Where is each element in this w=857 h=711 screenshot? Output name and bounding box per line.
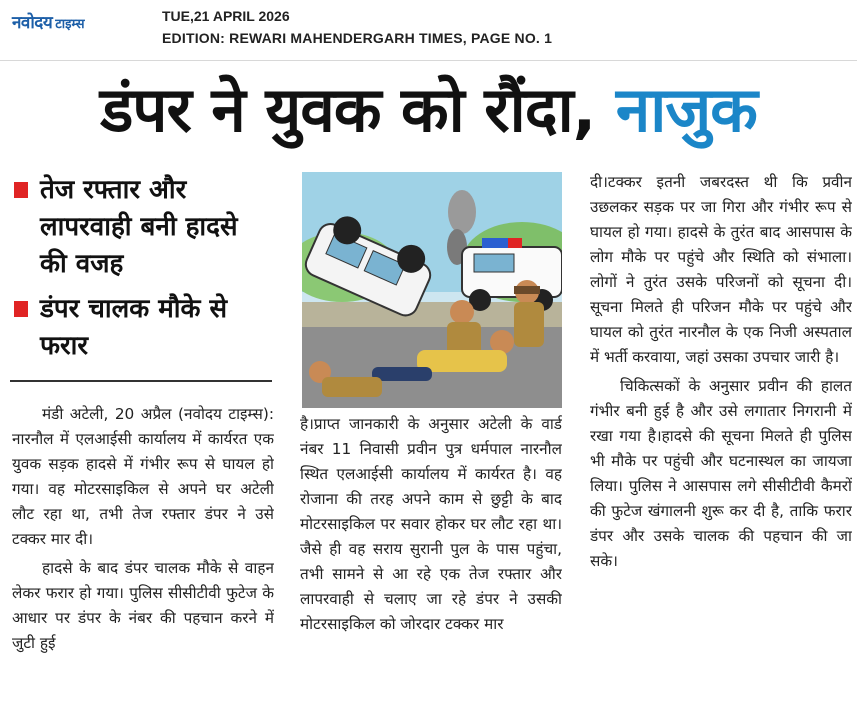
article-column-2	[300, 412, 562, 711]
accident-scene-illustration-icon	[302, 172, 562, 408]
highlights-box	[10, 172, 272, 373]
edition-info: EDITION: REWARI MAHENDERGARH TIMES, PAGE NO. 1	[162, 30, 553, 46]
headline-main: डंपर ने युवक को रौंदा,	[100, 73, 596, 146]
article-headline	[0, 70, 857, 150]
divider	[10, 380, 272, 382]
masthead	[0, 0, 857, 61]
highlight-item	[10, 291, 272, 365]
highlight-text: तेज रफ्तार और लापरवाही बनी हादसे की वजह	[40, 175, 238, 279]
paragraph: हादसे के बाद डंपर चालक मौके से वाहन लेकर फरार हो गया। पुलिस सीसीटीवी फुटेज के आधार पर डंपर के नंबर की पहचान करने में जुटी हुई	[12, 559, 274, 652]
article-column-3	[590, 170, 852, 711]
highlight-text: डंपर चालक मौके से फरार	[40, 294, 228, 361]
paragraph: मंडी अटेली, 20 अप्रैल (नवोदय टाइम्स): नारनौल में एलआईसी कार्यालय में कार्यरत एक युवक सड़क हादसे में गंभीर रूप से घायल हो गया। वह मोटरसाइकिल से अपने घर अटेली लौट रहा था, तभी तेज रफ्तार डंपर ने उसे टक्कर मार दी।	[12, 405, 274, 548]
red-square-bullet-icon	[14, 182, 28, 198]
newspaper-logo[interactable]	[12, 10, 137, 32]
logo-part-1: नवोदय	[12, 13, 53, 33]
accident-photo	[302, 172, 562, 408]
red-square-bullet-icon	[14, 301, 28, 317]
headline-highlight: नाजुक	[615, 73, 757, 146]
paragraph: है।प्राप्त जानकारी के अनुसार अटेली के वार्ड नंबर 11 निवासी प्रवीन पुत्र धर्मपाल नारनौल स्थित एलआईसी कार्यालय में कार्यरत है। वह रोजाना की तरह अपने काम से छुट्टी के बाद मोटरसाइकिल पर सवार होकर घर लौट रहा था। जैसे ही वह सराय सुरानी पुल के पास पहुंचा, तभी सामने से आ रहे एक तेज रफ्तार और लापरवाही से चलाए जा रहे डंपर ने उसकी मोटरसाइकिल को जोरदार टक्कर मार	[300, 415, 562, 633]
highlight-item	[10, 172, 272, 283]
paragraph: दी।टक्कर इतनी जबरदस्त थी कि प्रवीन उछलकर सड़क पर जा गिरा और गंभीर रूप से घायल हो गया। हादसे के तुरंत बाद आसपास के लोग मौके पर पहुंचे और स्थिति को संभाला। लोगों ने तुरंत उसके परिजनों को सूचना दी। सूचना मिलते ही परिजन मौके पर पहुंचे और घायल को तुरंत नारनौल के एक निजी अस्पताल में भर्ती करवाया, जहां उसका उपचार जारी है।	[590, 173, 852, 366]
article-column-1	[12, 402, 274, 711]
paragraph: चिकित्सकों के अनुसार प्रवीन की हालत गंभीर बनी हुई है और उसे लगातार निगरानी में रखा गया है।हादसे की सूचना मिलते ही पुलिस भी मौके पर पहुंची और घटनास्थल का जायजा लिया। पुलिस ने आसपास लगे सीसीटीवी कैमरों की फुटेज खंगालनी शुरू कर दी है, ताकि फरार डंपर और उसके चालक की पहचान की जा सके।	[590, 377, 852, 570]
issue-date: TUE,21 APRIL 2026	[162, 8, 290, 24]
logo-part-2: टाइम्स	[55, 17, 85, 32]
